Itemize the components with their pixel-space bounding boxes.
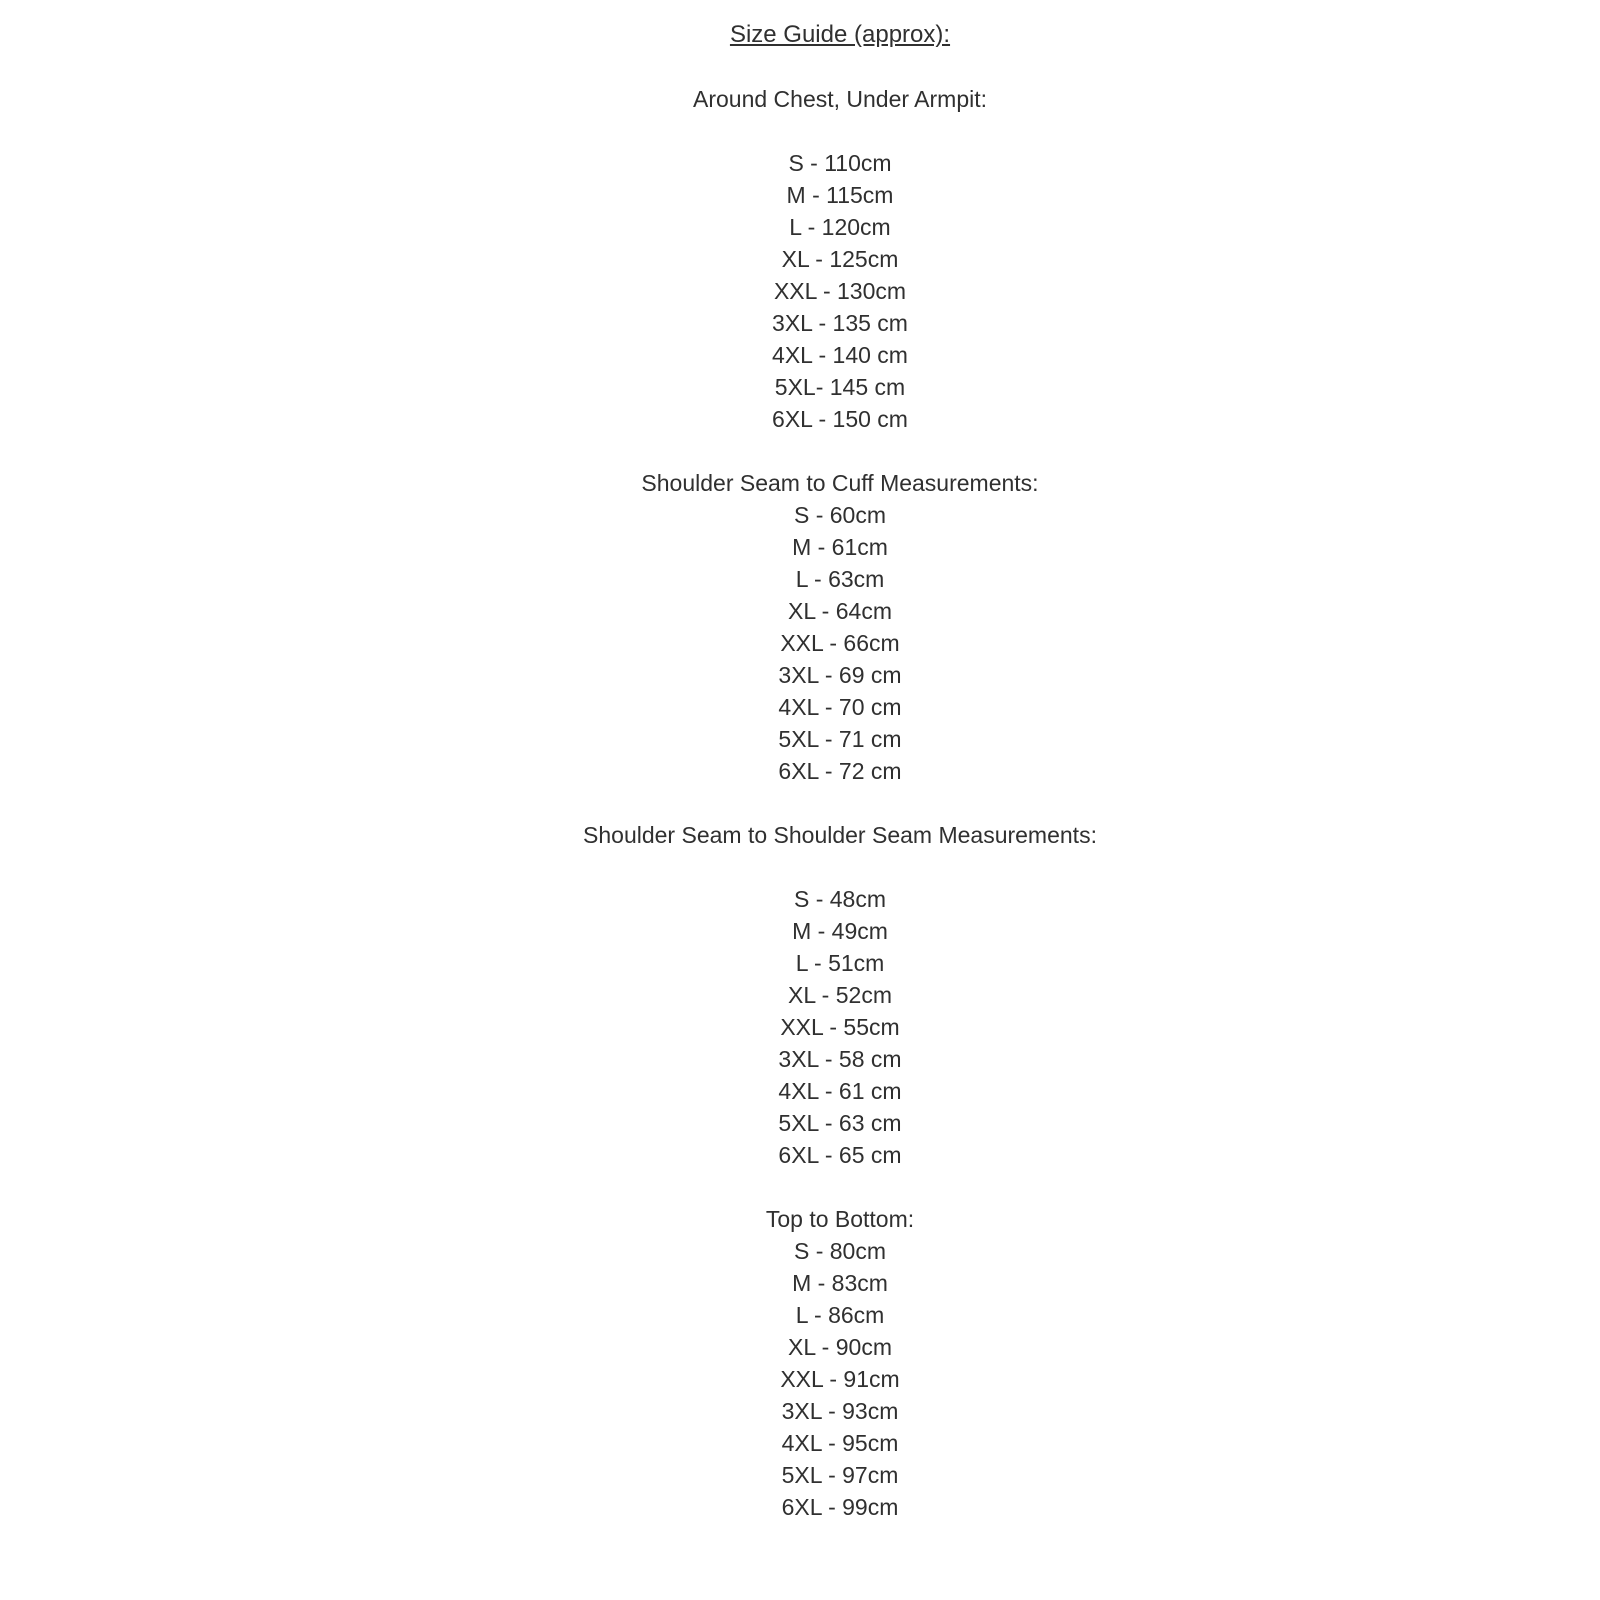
size-item: 6XL - 72 cm (778, 758, 902, 784)
size-item: 3XL - 135 cm (772, 310, 908, 336)
size-item: 6XL - 150 cm (772, 406, 908, 432)
section-heading: Around Chest, Under Armpit: (692, 86, 988, 112)
size-item: XXL - 91cm (780, 1366, 900, 1392)
title-row (80, 18, 1600, 51)
size-item: L - 51cm (795, 950, 885, 976)
size-item: XXL - 66cm (780, 630, 900, 656)
size-item: 5XL- 145 cm (774, 374, 906, 400)
size-item: S - 80cm (793, 1238, 887, 1264)
size-section (80, 819, 1600, 1171)
size-guide-sections (80, 83, 1600, 1523)
size-item: XL - 90cm (788, 1334, 892, 1360)
size-list (80, 147, 1600, 435)
size-item: S - 110cm (788, 150, 892, 176)
size-item: S - 48cm (793, 886, 887, 912)
size-list (80, 1235, 1600, 1523)
size-item: 6XL - 65 cm (778, 1142, 902, 1168)
size-item: XL - 64cm (788, 598, 892, 624)
size-item: XL - 125cm (781, 246, 899, 272)
size-item: XXL - 130cm (773, 278, 907, 304)
page-title: Size Guide (approx): (729, 21, 951, 48)
size-item: M - 61cm (792, 534, 888, 560)
size-item: 5XL - 71 cm (778, 726, 902, 752)
size-item: L - 120cm (789, 214, 891, 240)
size-item: 3XL - 58 cm (778, 1046, 902, 1072)
size-item: L - 86cm (795, 1302, 885, 1328)
size-item: XL - 52cm (788, 982, 892, 1008)
section-heading: Top to Bottom: (765, 1206, 915, 1232)
size-item: XXL - 55cm (780, 1014, 900, 1040)
size-item: 6XL - 99cm (781, 1494, 899, 1520)
size-section (80, 1203, 1600, 1523)
size-item: M - 49cm (792, 918, 888, 944)
size-item: L - 63cm (795, 566, 885, 592)
size-item: 4XL - 95cm (781, 1430, 899, 1456)
size-section (80, 467, 1600, 787)
section-heading: Shoulder Seam to Cuff Measurements: (641, 470, 1039, 496)
size-item: 4XL - 140 cm (772, 342, 908, 368)
size-list (80, 499, 1600, 787)
size-item: 5XL - 97cm (781, 1462, 899, 1488)
size-item: M - 83cm (792, 1270, 888, 1296)
size-item: S - 60cm (793, 502, 887, 528)
size-list (80, 883, 1600, 1171)
size-item: 4XL - 70 cm (778, 694, 902, 720)
size-item: M - 115cm (786, 182, 894, 208)
size-item: 3XL - 93cm (781, 1398, 899, 1424)
section-heading: Shoulder Seam to Shoulder Seam Measurements: (583, 822, 1097, 848)
size-item: 4XL - 61 cm (778, 1078, 902, 1104)
size-item: 5XL - 63 cm (778, 1110, 902, 1136)
size-item: 3XL - 69 cm (778, 662, 902, 688)
size-section (80, 83, 1600, 435)
